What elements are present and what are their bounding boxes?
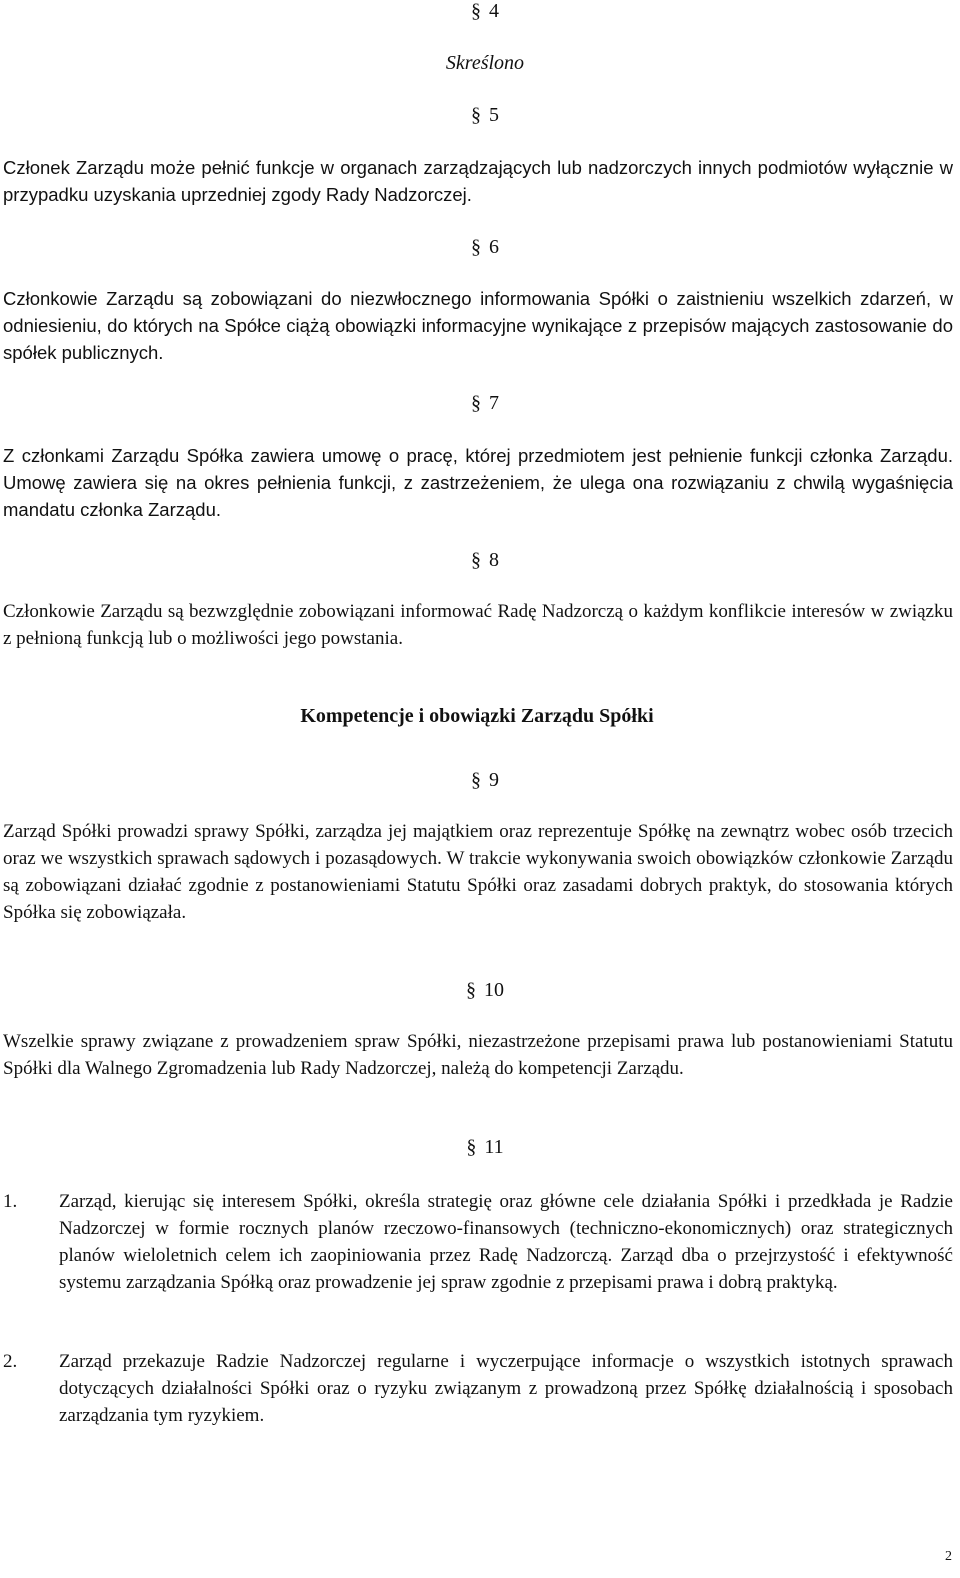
- section-heading-8: [0, 547, 960, 574]
- paragraph-10: Wszelkie sprawy związane z prowadzeniem spraw Spółki, niezastrzeżone przepisami prawa lub postanowieniami Statutu Spółki dla Walnego Zgromadzenia lub Rady Nadzorczej, należą do kompetencji Zarządu.: [3, 1031, 953, 1079]
- section-mark: §: [471, 549, 481, 571]
- section-number: 4: [489, 0, 499, 22]
- section-mark: §: [466, 979, 476, 1001]
- paragraph-6: Członkowie Zarządu są zobowiązani do niezwłocznego informowania Spółki o zaistnieniu wszelkich zdarzeń, w odniesieniu, do których na Spółce ciążą obowiązki informacyjne wynikające z przepisów mających zastosowanie do spółek publicznych.: [3, 288, 953, 363]
- section-number: 9: [489, 769, 499, 791]
- section-number: 10: [484, 979, 504, 1001]
- section-heading-10: [0, 977, 960, 1004]
- page-number: 2: [945, 1549, 952, 1564]
- list-item-number: 1.: [3, 1191, 18, 1212]
- section-mark: §: [471, 769, 481, 791]
- section-number: 7: [489, 392, 499, 414]
- section-number: 6: [489, 236, 499, 258]
- section-heading-11: [0, 1134, 960, 1161]
- paragraph-7: Z członkami Zarządu Spółka zawiera umowę o pracę, której przedmiotem jest pełnienie funkcji członka Zarządu. Umowę zawiera się na okres pełnienia funkcji, z zastrzeżeniem, że ulega ona rozwiązaniu z chwilą wygaśnięcia mandatu członka Zarządu.: [3, 445, 953, 520]
- section-mark: §: [466, 1136, 477, 1158]
- section-heading-9: [0, 767, 960, 794]
- chapter-heading: Kompetencje i obowiązki Zarządu Spółki: [300, 705, 654, 727]
- paragraph-9: Zarząd Spółki prowadzi sprawy Spółki, zarządza jej majątkiem oraz reprezentuje Spółkę na zewnątrz wobec osób trzecich oraz we wszystkich sprawach sądowych i pozasądowych. W trakcie wykonywania swoich obowiązków członkowie Zarządu są zobowiązani działać zgodnie z postanowieniami Statutu Spółki oraz zasadami dobrych praktyk, do stosowania których Spółka się zobowiązała.: [3, 821, 953, 923]
- section-number: 5: [489, 104, 499, 126]
- section-heading-6: [0, 234, 960, 261]
- list-item-text: Zarząd przekazuje Radzie Nadzorczej regularne i wyczerpujące informacje o wszystkich istotnych sprawach dotyczących działalności Spółki oraz o ryzyku związanym z prowadzoną przez Spółkę działalnością i sposobach zarządzania tym ryzykiem.: [59, 1351, 953, 1426]
- section-number: 8: [489, 549, 499, 571]
- list-item-number: 2.: [3, 1351, 18, 1372]
- section-mark: §: [471, 104, 481, 126]
- paragraph-8: Członkowie Zarządu są bezwzględnie zobowiązani informować Radę Nadzorczą o każdym konflikcie interesów w związku z pełnioną funkcją lub o możliwości jego powstania.: [3, 601, 953, 649]
- section-heading-5: [0, 102, 960, 129]
- paragraph-5: Członek Zarządu może pełnić funkcje w organach zarządzających lub nadzorczych innych podmiotów wyłącznie w przypadku uzyskania uprzedniej zgody Rady Nadzorczej.: [3, 157, 953, 205]
- section-heading-4: [0, 0, 960, 25]
- section-number: 11: [484, 1136, 504, 1158]
- deleted-note: Skreślono: [445, 52, 525, 74]
- section-heading-7: [0, 390, 960, 417]
- list-item-text: Zarząd, kierując się interesem Spółki, określa strategię oraz główne cele działania Spółki i przedkłada je Radzie Nadzorczej w formie rocznych planów rzeczowo-finansowych (techniczno-ekonomicznych) oraz strategicznych planów wieloletnich celem ich zaopiniowania przez Radę Nadzorczą. Zarząd dba o przejrzystość i efektywność systemu zarządzania Spółką oraz prowadzenie jej spraw zgodnie z przepisami prawa i dobrą praktyką.: [59, 1191, 953, 1293]
- section-mark: §: [471, 0, 481, 22]
- section-mark: §: [471, 392, 481, 414]
- section-mark: §: [471, 236, 481, 258]
